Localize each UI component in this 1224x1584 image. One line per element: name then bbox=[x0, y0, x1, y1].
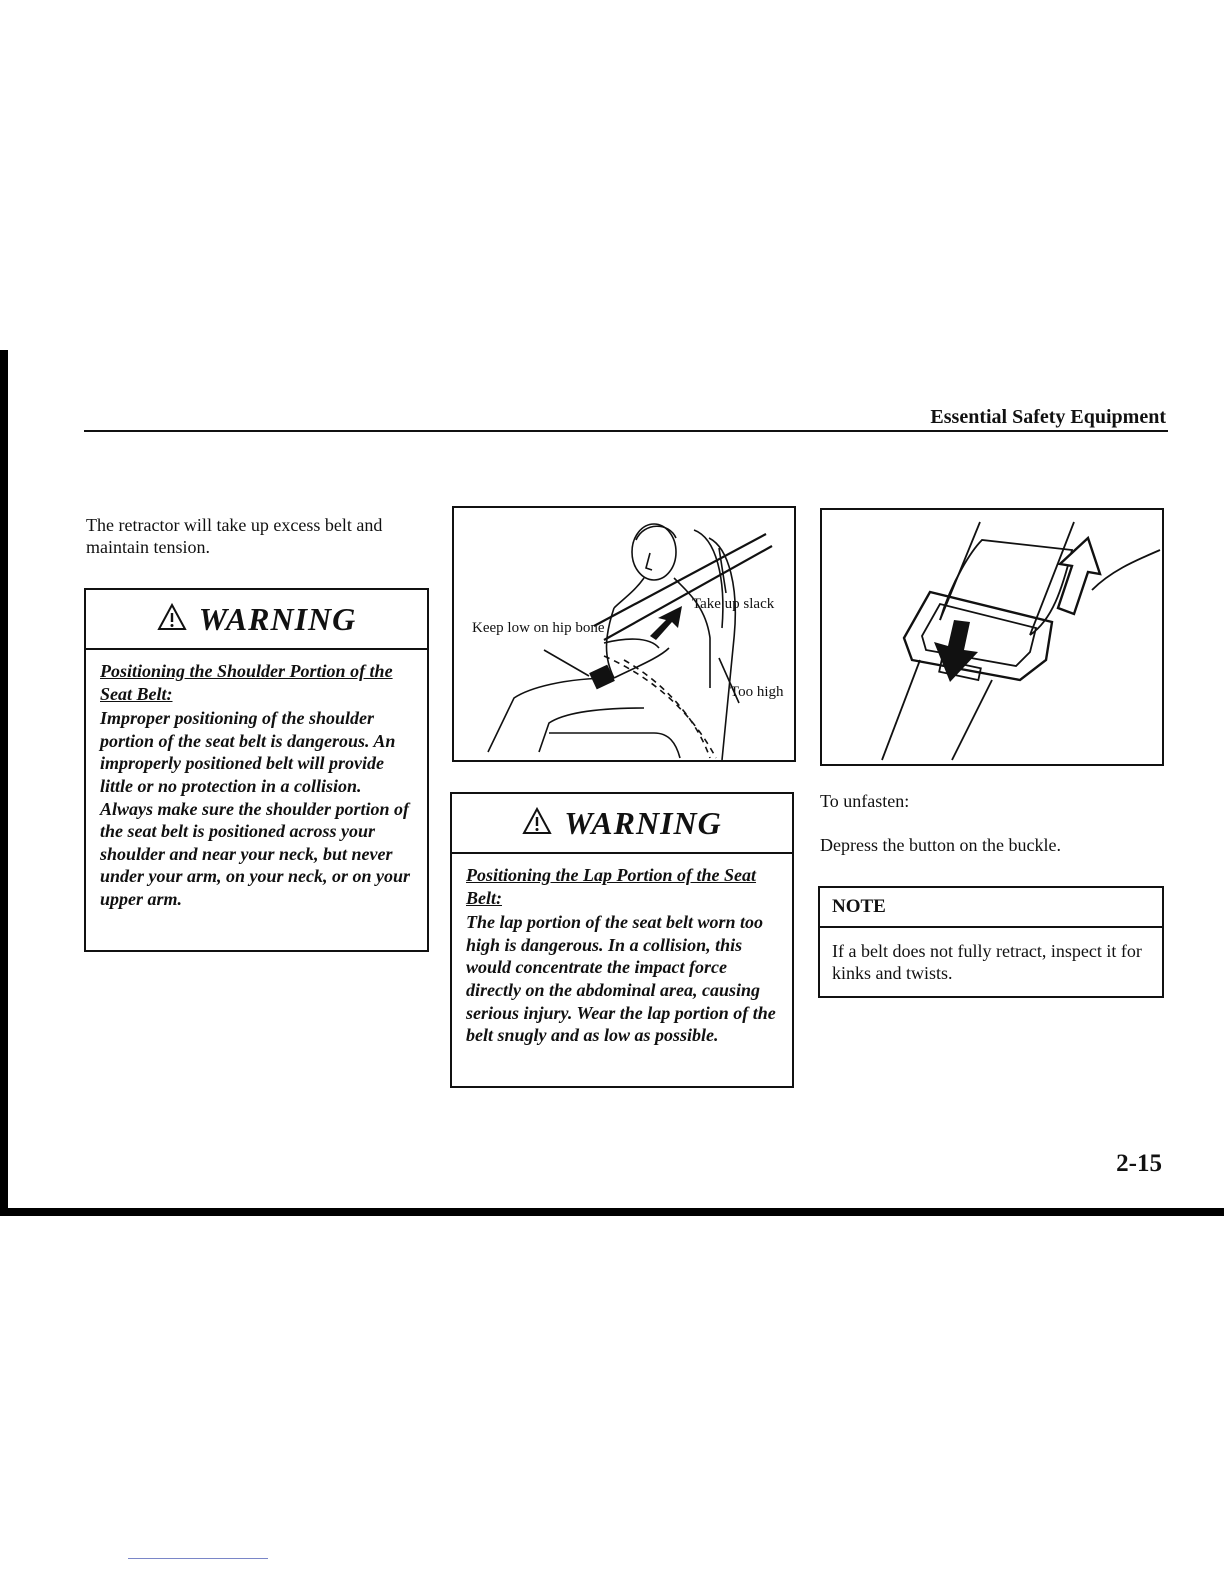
warning-body bbox=[86, 650, 427, 923]
warning-title: WARNING bbox=[564, 804, 722, 841]
section-title: Essential Safety Equipment bbox=[930, 406, 1166, 428]
seat-belt-position-figure bbox=[452, 506, 796, 762]
warning-body bbox=[452, 854, 792, 1059]
warning-subtitle: Positioning the Lap Portion of the Seat Belt: bbox=[466, 865, 757, 908]
retractor-text: The retractor will take up excess belt and maintain tension. bbox=[86, 515, 383, 557]
take-up-slack-label: Take up slack bbox=[692, 596, 775, 612]
keep-low-label: Keep low on hip bone bbox=[472, 620, 605, 636]
warning-header bbox=[452, 794, 792, 854]
warning-text: The lap portion of the seat belt worn too high is dangerous. In a collision, this would concentrate the impact force directly on the abdominal area, causing serious injury. Wear the lap portion of the belt snugly and as low as possible. bbox=[466, 912, 776, 1046]
warning-title: WARNING bbox=[198, 600, 357, 637]
note-title: NOTE bbox=[820, 888, 1162, 928]
unfasten-label: To unfasten: bbox=[820, 791, 910, 811]
shoulder-warning-box bbox=[84, 588, 429, 952]
buckle-illustration bbox=[822, 510, 1162, 764]
too-high-label: Too high bbox=[730, 684, 784, 700]
warning-header bbox=[86, 590, 427, 650]
warning-text: Improper positioning of the shoulder portion of the seat belt is dangerous. An improperly positioned belt will provide little or no protection in a collision. Always make sure the shoulder portion of the seat belt is positioned across your shoulder and near your neck, but never under your arm, on your neck, or on your upper arm. bbox=[100, 708, 411, 909]
footer-link-line bbox=[128, 1558, 268, 1559]
warning-triangle-icon bbox=[157, 603, 187, 636]
note-text: If a belt does not fully retract, inspect it for kinks and twists. bbox=[832, 941, 1142, 983]
note-box bbox=[818, 886, 1164, 998]
warning-triangle-icon bbox=[522, 807, 552, 840]
page-bottom-bar bbox=[0, 1208, 1224, 1216]
unfasten-instruction: Depress the button on the buckle. bbox=[820, 835, 1061, 855]
page-edge-bar bbox=[0, 350, 8, 1216]
lap-warning-box bbox=[450, 792, 794, 1088]
page-number: 2-15 bbox=[1116, 1150, 1162, 1177]
header-divider bbox=[84, 430, 1168, 432]
warning-subtitle: Positioning the Shoulder Portion of the Seat Belt: bbox=[100, 661, 393, 704]
buckle-release-figure bbox=[820, 508, 1164, 766]
